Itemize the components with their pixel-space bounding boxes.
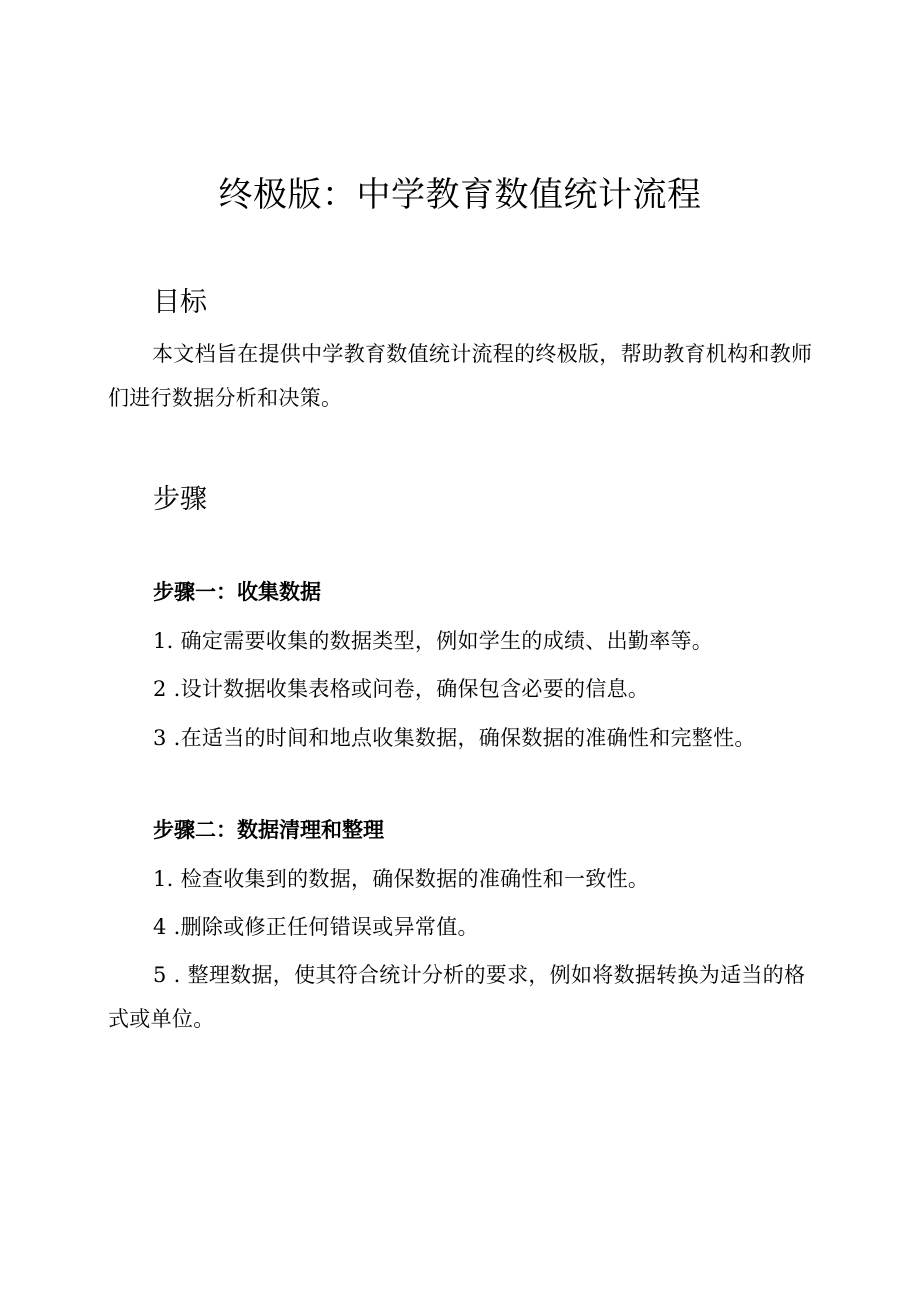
goal-heading: 目标 [153, 287, 207, 318]
document-title: 终极版：中学教育数值统计流程 [218, 175, 702, 215]
step1-item-3: 3 .在适当的时间和地点收集数据，确保数据的准确性和完整性。 [153, 726, 756, 750]
step2-heading: 步骤二：数据清理和整理 [153, 818, 384, 842]
step2-item-2: 4 .删除或修正任何错误或异常值。 [153, 915, 479, 939]
step2-item-3: 5 . 整理数据，使其符合统计分析的要求，例如将数据转换为适当的格式或单位。 [108, 963, 806, 1031]
step2-item-1: 1. 检查收集到的数据，确保数据的准确性和一致性。 [153, 867, 650, 891]
step1-item-2: 2 .设计数据收集表格或问卷，确保包含必要的信息。 [153, 677, 650, 701]
step1-heading: 步骤一：收集数据 [153, 580, 321, 604]
steps-heading: 步骤 [153, 484, 207, 515]
step1-item-1: 1. 确定需要收集的数据类型，例如学生的成绩、出勤率等。 [153, 629, 714, 653]
goal-paragraph: 本文档旨在提供中学教育数值统计流程的终极版，帮助教育机构和教师们进行数据分析和决策。 [108, 342, 813, 410]
